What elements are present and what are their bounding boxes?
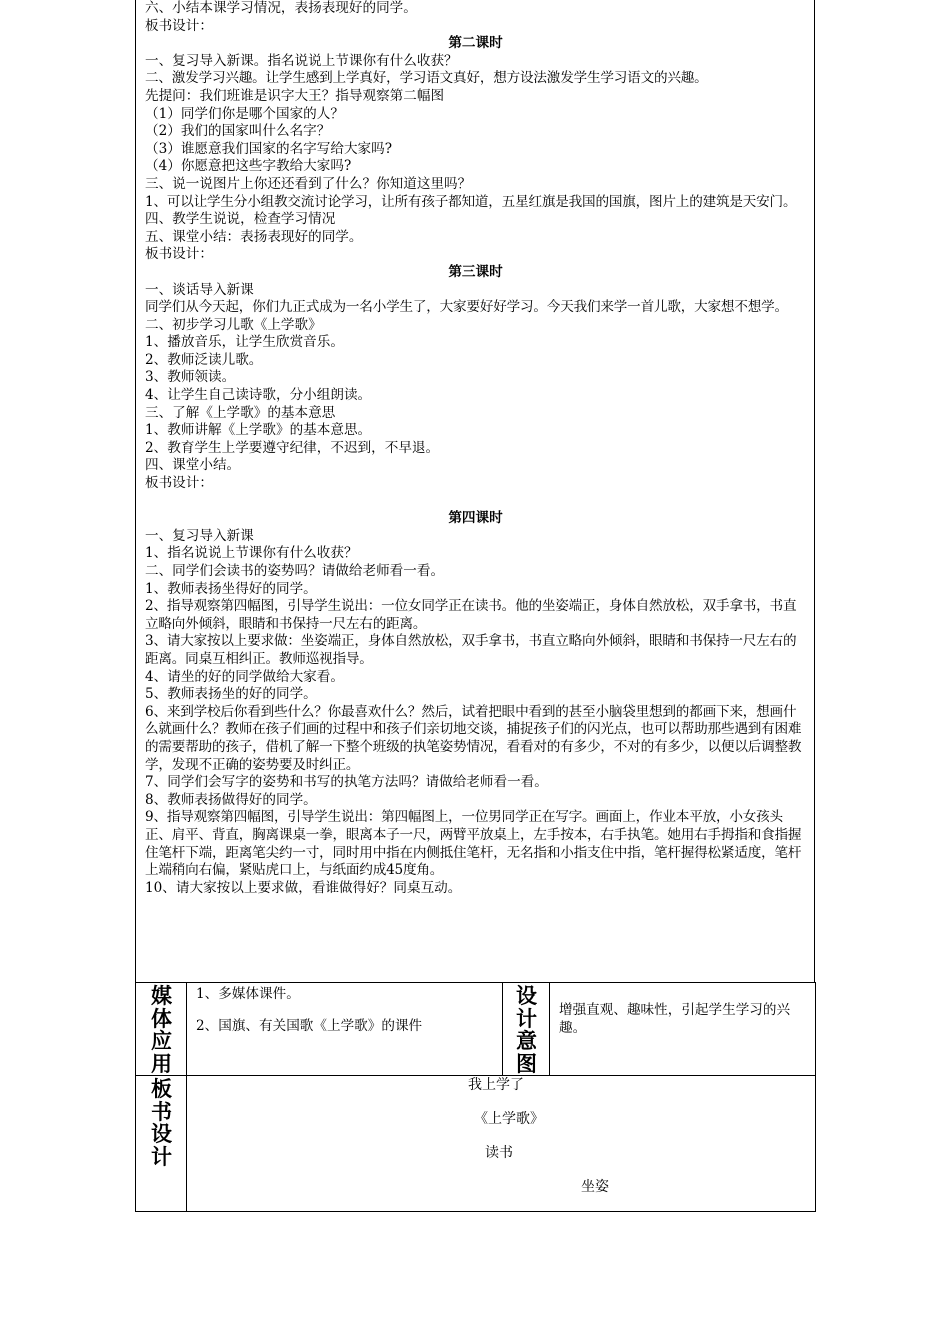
text-line: 同学们从今天起，你们九正式成为一名小学生了，大家要好好学习。今天我们来学一首儿歌，大家想不想学。: [145, 299, 788, 316]
text-line: 板书设计：: [145, 17, 213, 34]
text-line: 一、复习导入新课。指名说说上节课你有什么收获？: [145, 52, 458, 69]
text-line: 2、教师泛读儿歌。: [145, 351, 263, 368]
text-line: 1、可以让学生分小组教交流讨论学习，让所有孩子都知道，五星红旗是我国的国旗，图片上的建筑是天安门。: [145, 193, 797, 210]
text-line: 先提问：我们班谁是识字大王？指导观察第二幅图: [145, 87, 445, 104]
text-line: 4、请坐的好的同学做给大家看。: [145, 668, 344, 685]
lesson-content: [135, 0, 815, 982]
text-line: 2、指导观察第四幅图，引导学生说出：一位女同学正在读书。他的坐姿端正，身体自然放松，双手拿书，书直立略向外倾斜，眼睛和书保持一尺左右的距离。: [145, 598, 797, 632]
text-line: 板书设计：: [145, 475, 213, 492]
lesson-3-title: 第三课时: [448, 263, 503, 280]
text-line: 3、教师领读。: [145, 369, 236, 386]
board-label: 板书设计: [151, 1077, 172, 1169]
design-label-cell: [503, 983, 550, 1076]
text-line: （4）你愿意把这些字教给大家吗?: [145, 158, 352, 175]
text-line: 4、让学生自己读诗歌，分小组朗读。: [145, 387, 372, 404]
text-line: 二、激发学习兴趣。让学生感到上学真好，学习语文真好，想方设法激发学生学习语文的兴趣。: [145, 70, 708, 87]
text-line: （1）同学们你是哪个国家的人？: [145, 105, 344, 122]
text-line: 1、播放音乐，让学生欣赏音乐。: [145, 334, 344, 351]
spacer: [145, 493, 806, 511]
text-line: 1、指名说说上节课你有什么收获？: [145, 545, 358, 562]
design-text: 增强直观、趣味性，引起学生学习的兴趣。: [559, 1002, 791, 1036]
text-line: 9、指导观察第四幅图，引导学生说出：第四幅图上，一位男同学正在写字。画面上，作业本平放，小女孩头正、肩平、背直，胸离课桌一拳，眼离本子一尺，两臂平放桌上，左手按本，右手执笔。她用右手拇指和食指握住笔杆下端，距离笔尖约一寸，同时用中指在内侧抵住笔杆，无名指和小指支住中指，笔杆握得松紧适度，笔杆上端稍向右偏，紧贴虎口上，与纸面约成45度角。: [145, 809, 802, 879]
text-line: 7、同学们会写字的姿势和书写的执笔方法吗？请做给老师看一看。: [145, 774, 548, 791]
text-line: 三、说一说图片上你还还看到了什么？你知道这里吗？: [145, 175, 472, 192]
text-line: 5、教师表扬坐的好的同学。: [145, 686, 317, 703]
text-line: 6、来到学校后你看到些什么？你最喜欢什么？然后，试着把眼中看到的甚至小脑袋里想到的都画下来，想画什么就画什么？教师在孩子们画的过程中和孩子们亲切地交谈，捕捉孩子们的闪光点，也可以帮助那些遇到有困难的需要帮助的孩子，借机了解一下整个班级的执笔姿势情况，看看对的有多少，不对的有多少，以便以后调整教学，发现不正确的姿势要及时纠正。: [145, 703, 802, 773]
lesson-2-title: 第二课时: [448, 35, 503, 52]
text-line: 一、复习导入新课: [145, 527, 254, 544]
text-line: 五、课堂小结：表扬表现好的同学。: [145, 228, 363, 245]
board-text: 坐姿: [581, 1179, 609, 1195]
text-line: 三、了解《上学歌》的基本意思: [145, 404, 336, 421]
design-content-cell: [550, 983, 816, 1076]
media-label: 媒体应用: [151, 984, 172, 1076]
lesson-4-title: 第四课时: [448, 510, 503, 527]
board-design: [187, 1076, 815, 1210]
board-text: 我上学了: [468, 1077, 524, 1093]
text-line: 2、教育学生上学要遵守纪律，不迟到，不早退。: [145, 439, 440, 456]
media-label-cell: [136, 983, 187, 1076]
text-line: 四、教学生说说，检查学习情况: [145, 211, 336, 228]
text-line: 一、谈话导入新课: [145, 281, 254, 298]
text-line: （2）我们的国家叫什么名字？: [145, 123, 331, 140]
board-label-cell: [136, 1076, 187, 1212]
text-line: 二、初步学习儿歌《上学歌》: [145, 316, 322, 333]
board-content-cell: [187, 1076, 816, 1212]
lesson-plan-page: [135, 0, 815, 1212]
board-text: 读书: [485, 1145, 513, 1161]
summary-table: [135, 982, 816, 1212]
text-line: 8、教师表扬做得好的同学。: [145, 791, 317, 808]
design-label: 设计意图: [516, 984, 537, 1076]
text-line: 四、课堂小结。: [145, 457, 241, 474]
text-line: 六、小结本课学习情况，表扬表现好的同学。: [145, 0, 417, 16]
text-line: 1、教师表扬坐得好的同学。: [145, 580, 317, 597]
text-line: 板书设计：: [145, 246, 213, 263]
media-row: [136, 983, 816, 1076]
board-text: 《上学歌》: [474, 1111, 544, 1127]
text-line: 10、请大家按以上要求做，看谁做得好？同桌互动。: [145, 879, 462, 896]
text-line: 二、同学们会读书的姿势吗？请做给老师看一看。: [145, 563, 445, 579]
text-line: （3）谁愿意我们国家的名字写给大家吗?: [145, 140, 393, 157]
media-item: 1、多媒体课件。: [196, 986, 300, 1002]
media-content-cell: [187, 983, 503, 1076]
text-line: 1、教师讲解《上学歌》的基本意思。: [145, 422, 372, 439]
board-row: [136, 1076, 816, 1212]
media-item: 2、国旗、有关国歌《上学歌》的课件: [196, 1017, 423, 1034]
text-line: 3、请大家按以上要求做：坐姿端正，身体自然放松，双手拿书，书直立略向外倾斜，眼睛和书保持一尺左右的距离。同桌互相纠正。教师巡视指导。: [145, 633, 797, 667]
